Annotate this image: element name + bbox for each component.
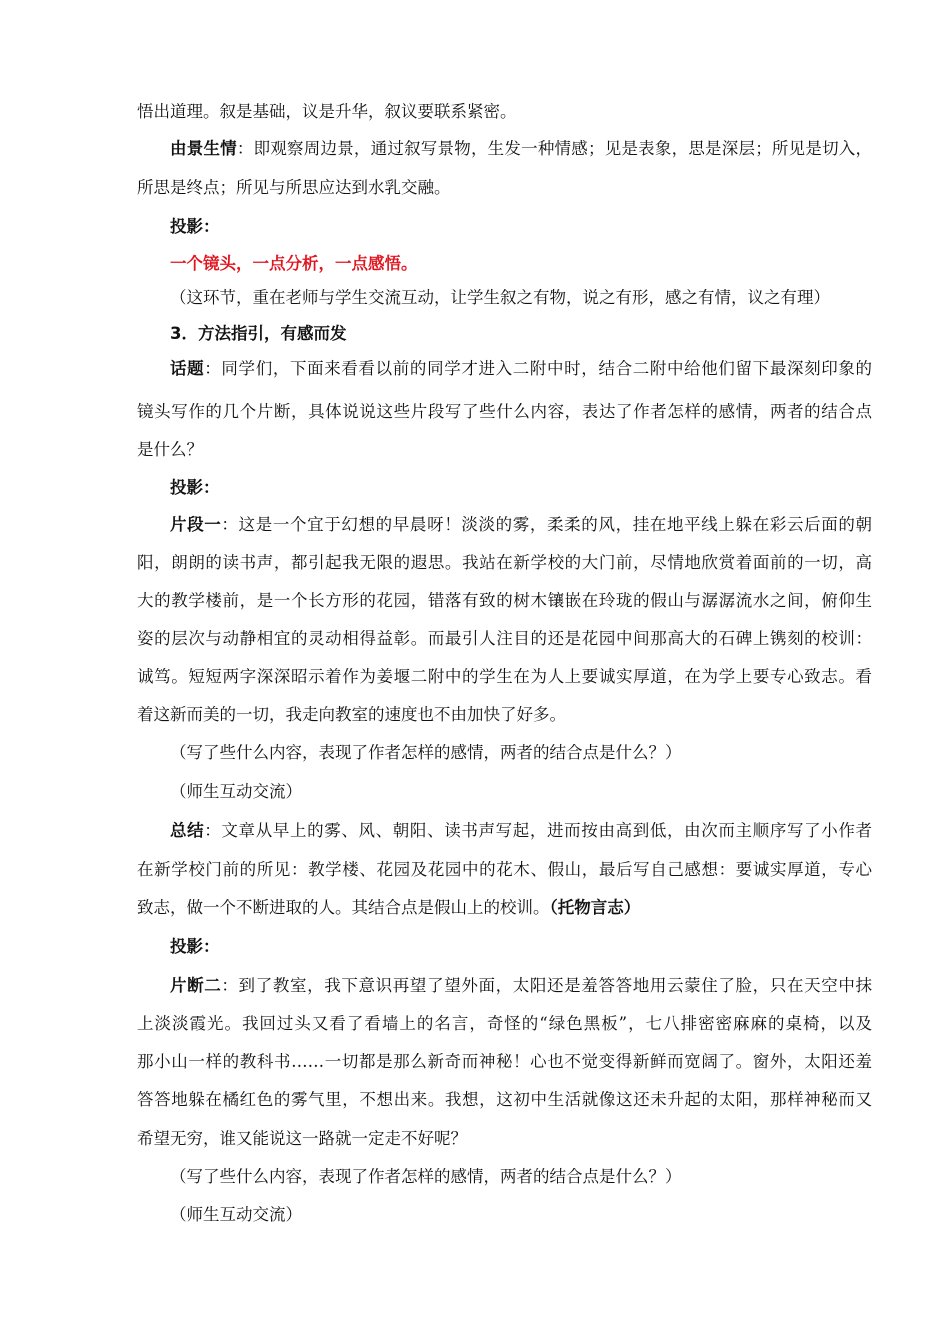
- text-line: 阳，朗朗的读书声，都引起我无限的遐思。我站在新学校的大门前，尽情地欣赏着面前的一切，高: [137, 553, 872, 572]
- projection-label: 投影：: [170, 478, 220, 497]
- interaction-line: （师生互动交流）: [170, 782, 302, 801]
- summary-text: 致志，做一个不断进取的人。其结合点是假山上的校训。: [137, 898, 550, 917]
- text-line: 姿的层次与动静相宜的灵动相得益彰。而最引人注目的还是花园中间那高大的石碑上镌刻的校训：: [137, 629, 872, 648]
- summary-last-line: [137, 898, 872, 920]
- question-line: （写了些什么内容，表现了作者怎样的感情，两者的结合点是什么？）: [170, 743, 682, 762]
- section-heading: 3．方法指引，有感而发: [170, 324, 347, 343]
- projection-label: 投影：: [170, 937, 220, 956]
- text-line: 着这新而美的一切，我走向教室的速度也不由加快了好多。: [137, 705, 566, 724]
- scene-text: ：即观察周边景，通过叙写景物，生发一种情感；见是表象，思是深层；所见是切入，: [236, 139, 873, 158]
- segment-two-label: 片断二: [170, 976, 222, 995]
- text-line: 上淡淡霞光。我回过头又看了看墙上的名言，奇怪的“绿色黑板”，七八排密密麻麻的桌椅，以及: [137, 1014, 872, 1033]
- text-line: 希望无穷，谁又能说这一路就一定走不好呢？: [137, 1129, 467, 1148]
- text-line: 所思是终点；所见与所思应达到水乳交融。: [137, 178, 451, 197]
- topic-paragraph-line: [170, 359, 872, 381]
- text-line: 答答地躲在橘红色的雾气里，不想出来。我想，这初中生活就像这还未升起的太阳，那样神秘而又: [137, 1090, 872, 1109]
- text-line: 诚笃。短短两字深深昭示着作为姜堰二附中的学生在为人上要诚实厚道，在为学上要专心致志。看: [137, 667, 872, 686]
- summary-tag: （托物言志）: [549, 898, 641, 917]
- text-line: 大的教学楼前，是一个长方形的花园，错落有致的树木镶嵌在玲珑的假山与潺潺流水之间，俯仰生: [137, 591, 872, 610]
- projection-label: 投影：: [170, 217, 220, 236]
- text-line: 悟出道理。叙是基础，议是升华，叙议要联系紧密。: [137, 102, 517, 121]
- segment-one-line: [170, 515, 872, 537]
- segment-two-text: ：到了教室，我下意识再望了望外面，太阳还是羞答答地用云蒙住了脸，只在天空中抹: [221, 976, 873, 995]
- scene-label: 由景生情: [170, 139, 237, 158]
- scene-paragraph-line: [170, 139, 872, 161]
- summary-label: 总结: [170, 821, 205, 840]
- interaction-line: （师生互动交流）: [170, 1205, 302, 1224]
- text-line: 镜头写作的几个片断，具体说说这些片段写了些什么内容，表达了作者怎样的感情，两者的结合点: [137, 402, 872, 421]
- topic-label: 话题: [170, 359, 205, 378]
- segment-one-text: ：这是一个宜于幻想的早晨呀！淡淡的雾，柔柔的风，挂在地平线上躲在彩云后面的朝: [221, 515, 873, 534]
- text-line: 在新学校门前的所见：教学楼、花园及花园中的花木、假山，最后写自己感想：要诚实厚道，专心: [137, 860, 872, 879]
- text-line: 是什么？: [137, 440, 203, 459]
- red-highlight-line: 一个镜头，一点分析，一点感悟。: [170, 254, 418, 273]
- summary-text: ：文章从早上的雾、风、朝阳、读书声写起，进而按由高到低，由次而主顺序写了小作者: [204, 821, 873, 840]
- segment-two-line: [170, 976, 872, 998]
- topic-text: ：同学们，下面来看看以前的同学才进入二附中时，结合二附中给他们留下最深刻印象的: [204, 359, 873, 378]
- text-line: 那小山一样的教科书……一切都是那么新奇而神秘！心也不觉变得新鲜而宽阔了。窗外，太阳还羞: [137, 1052, 872, 1071]
- segment-one-label: 片段一: [170, 515, 222, 534]
- note-line: （这环节，重在老师与学生交流互动，让学生叙之有物，说之有形，感之有情，议之有理）: [170, 288, 830, 307]
- summary-line: [170, 821, 872, 843]
- question-line: （写了些什么内容，表现了作者怎样的感情，两者的结合点是什么？）: [170, 1167, 682, 1186]
